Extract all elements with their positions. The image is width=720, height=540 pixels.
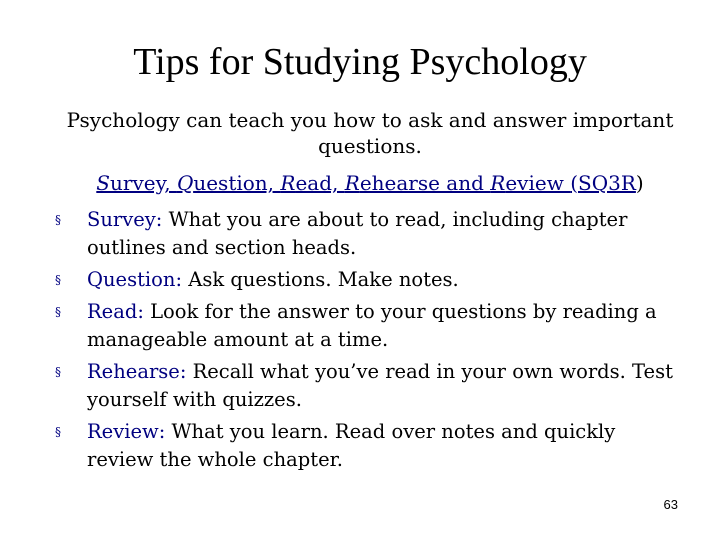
bullet-marker-icon: §: [55, 305, 61, 319]
bullet-term: Question:: [87, 268, 183, 291]
sq3r-line: [40, 170, 700, 196]
bullet-item-rehearse: [55, 358, 675, 414]
sq3r-read-rest: ead,: [295, 171, 345, 195]
bullet-text: Look for the answer to your questions by reading a manageable amount at a time.: [87, 300, 657, 351]
bullet-term: Rehearse:: [87, 360, 187, 383]
sq3r-review: [490, 171, 636, 195]
bullet-item-read: [55, 298, 675, 354]
sq3r-review-initial: R: [490, 171, 506, 195]
bullet-text: Ask questions. Make notes.: [182, 268, 459, 291]
sq3r-open-paren: (: [570, 171, 578, 195]
sq3r-survey-initial: S: [96, 171, 110, 195]
page-number: 63: [663, 497, 678, 512]
bullet-item-question: [55, 266, 675, 294]
slide-title: Tips for Studying Psychology: [133, 41, 587, 83]
slide-subtitle: Psychology can teach you how to ask and answer important questions.: [66, 108, 674, 158]
sq3r-review-rest: eview: [505, 171, 571, 195]
sq3r-survey-rest: urvey,: [110, 171, 177, 195]
bullet-marker-icon: §: [55, 425, 61, 439]
sq3r-rehearse-initial: R: [344, 171, 360, 195]
bullet-text: What you learn. Read over notes and quickly review the whole chapter.: [87, 420, 616, 471]
sq3r-read-initial: R: [280, 171, 296, 195]
bullet-term: Review:: [87, 420, 166, 443]
sq3r-rehearse: [345, 171, 491, 195]
bullet-item-review: [55, 418, 675, 474]
sq3r-question-rest: uestion,: [193, 171, 281, 195]
sq3r-question-initial: Q: [176, 171, 194, 195]
bullet-marker-icon: §: [55, 273, 61, 287]
bullet-term: Survey:: [87, 208, 163, 231]
bullet-text: Recall what you’ve read in your own words. Test yourself with quizzes.: [87, 360, 673, 411]
sq3r-abbreviation: SQ3R: [578, 171, 636, 195]
bullet-item-survey: [55, 206, 675, 262]
bullet-marker-icon: §: [55, 365, 61, 379]
sq3r-close-paren: ): [635, 171, 644, 195]
sq3r-rehearse-rest: ehearse and: [359, 171, 491, 195]
sq3r-read: [280, 171, 344, 195]
sq3r-survey: [96, 171, 177, 195]
sq3r-question: [177, 171, 280, 195]
bullet-text: What you are about to read, including chapter outlines and section heads.: [87, 208, 628, 259]
bullet-term: Read:: [87, 300, 144, 323]
bullet-list: [55, 206, 675, 478]
bullet-marker-icon: §: [55, 213, 61, 227]
